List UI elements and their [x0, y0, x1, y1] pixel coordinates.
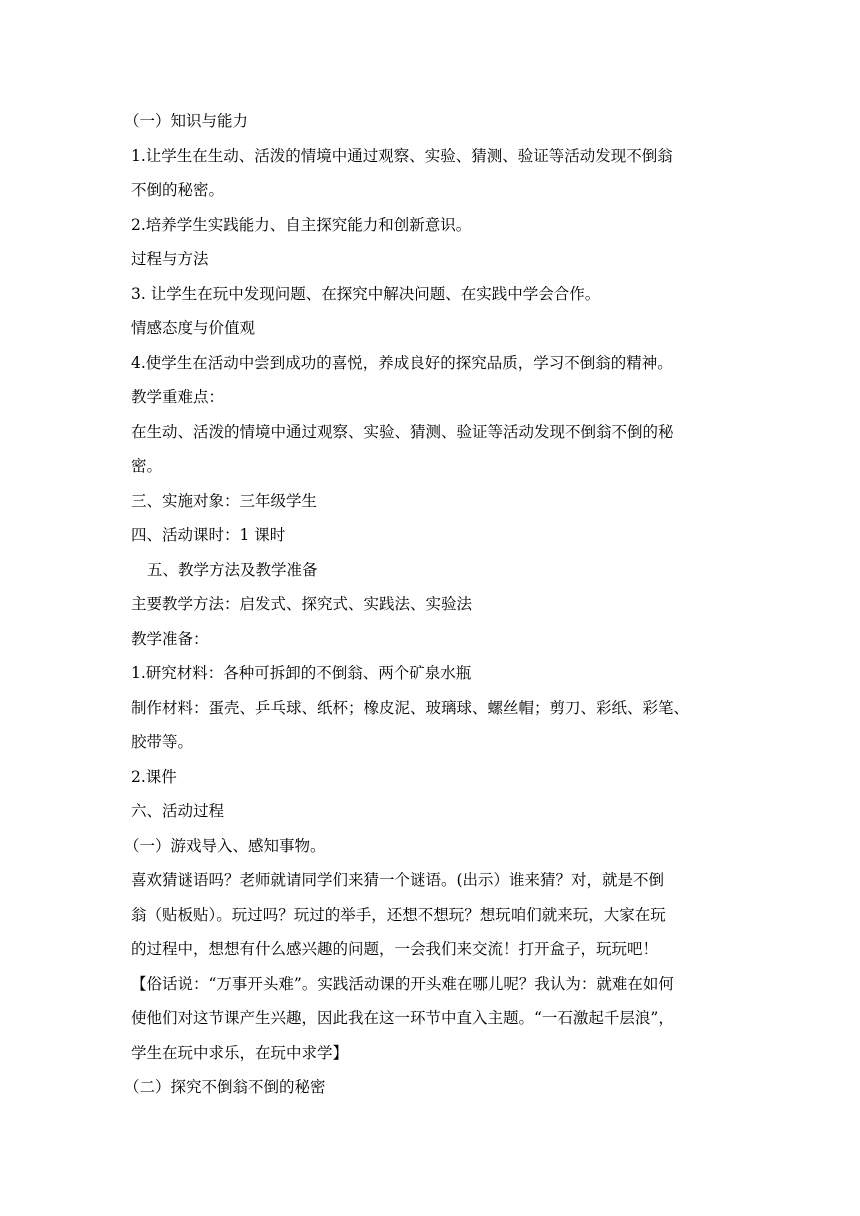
commentary-line: 【俗话说：“万事开头难”。实践活动课的开头难在哪儿呢？我认为：就难在如何: [131, 974, 674, 993]
paragraph-line: 的过程中，想想有什么感兴趣的问题，一会我们来交流！打开盒子，玩玩吧！: [131, 940, 659, 958]
paragraph-line: 1.让学生在生动、活泼的情境中通过观察、实验、猜测、验证等活动发现不倒翁: [131, 146, 673, 165]
section-heading-attitude: 情感态度与价值观: [131, 319, 256, 337]
section-heading-game-intro: （一）游戏导入、感知事物。: [124, 836, 326, 855]
paragraph-line: 在生动、活泼的情境中通过观察、实验、猜测、验证等活动发现不倒翁不倒的秘: [131, 422, 674, 441]
section-heading-process: 过程与方法: [131, 250, 209, 268]
paragraph-line: 主要教学方法：启发式、探究式、实践法、实验法: [131, 595, 473, 613]
paragraph-line: 4.使学生在活动中尝到成功的喜悦，养成良好的探究品质，学习不倒翁的精神。: [131, 353, 673, 372]
section-heading-methods: 五、教学方法及教学准备: [147, 560, 318, 579]
paragraph-line: 2.培养学生实践能力、自主探究能力和创新意识。: [131, 215, 472, 234]
paragraph-line: 1.研究材料：各种可拆卸的不倒翁、两个矿泉水瓶: [131, 664, 472, 682]
paragraph-line: 不倒的秘密。: [131, 181, 225, 199]
paragraph-line: 制作材料：蛋壳、乒乓球、纸杯；橡皮泥、玻璃球、螺丝帽；剪刀、彩纸、彩笔、: [131, 698, 690, 717]
section-heading-explore: （二）探究不倒翁不倒的秘密: [124, 1078, 326, 1096]
section-heading-key-points: 教学重难点：: [131, 388, 225, 406]
paragraph-line: 密。: [131, 457, 163, 475]
paragraph-line: 2.课件: [131, 767, 177, 786]
section-heading-preparation: 教学准备：: [131, 629, 209, 648]
section-heading-target: 三、实施对象：三年级学生: [131, 491, 318, 510]
section-heading-activity-process: 六、活动过程: [131, 802, 225, 820]
paragraph-line: 3. 让学生在玩中发现问题、在探究中解决问题、在实践中学会合作。: [131, 284, 601, 303]
section-heading-knowledge: （一）知识与能力: [124, 112, 249, 130]
paragraph-line: 喜欢猜谜语吗？老师就请同学们来猜一个谜语。(出示）谁来猜？对，就是不倒: [131, 871, 665, 889]
commentary-line: 学生在玩中求乐，在玩中求学】: [131, 1043, 349, 1062]
section-heading-duration: 四、活动课时：1 课时: [131, 526, 286, 544]
paragraph-line: 翁（贴板贴）。玩过吗？玩过的举手，还想不想玩？想玩咱们就来玩，大家在玩: [131, 905, 666, 924]
document-body: [124, 104, 731, 1105]
paragraph-line: 胶带等。: [131, 733, 194, 751]
commentary-line: 使他们对这节课产生兴趣，因此我在这一环节中直入主题。“一石激起千层浪”，: [131, 1009, 674, 1027]
